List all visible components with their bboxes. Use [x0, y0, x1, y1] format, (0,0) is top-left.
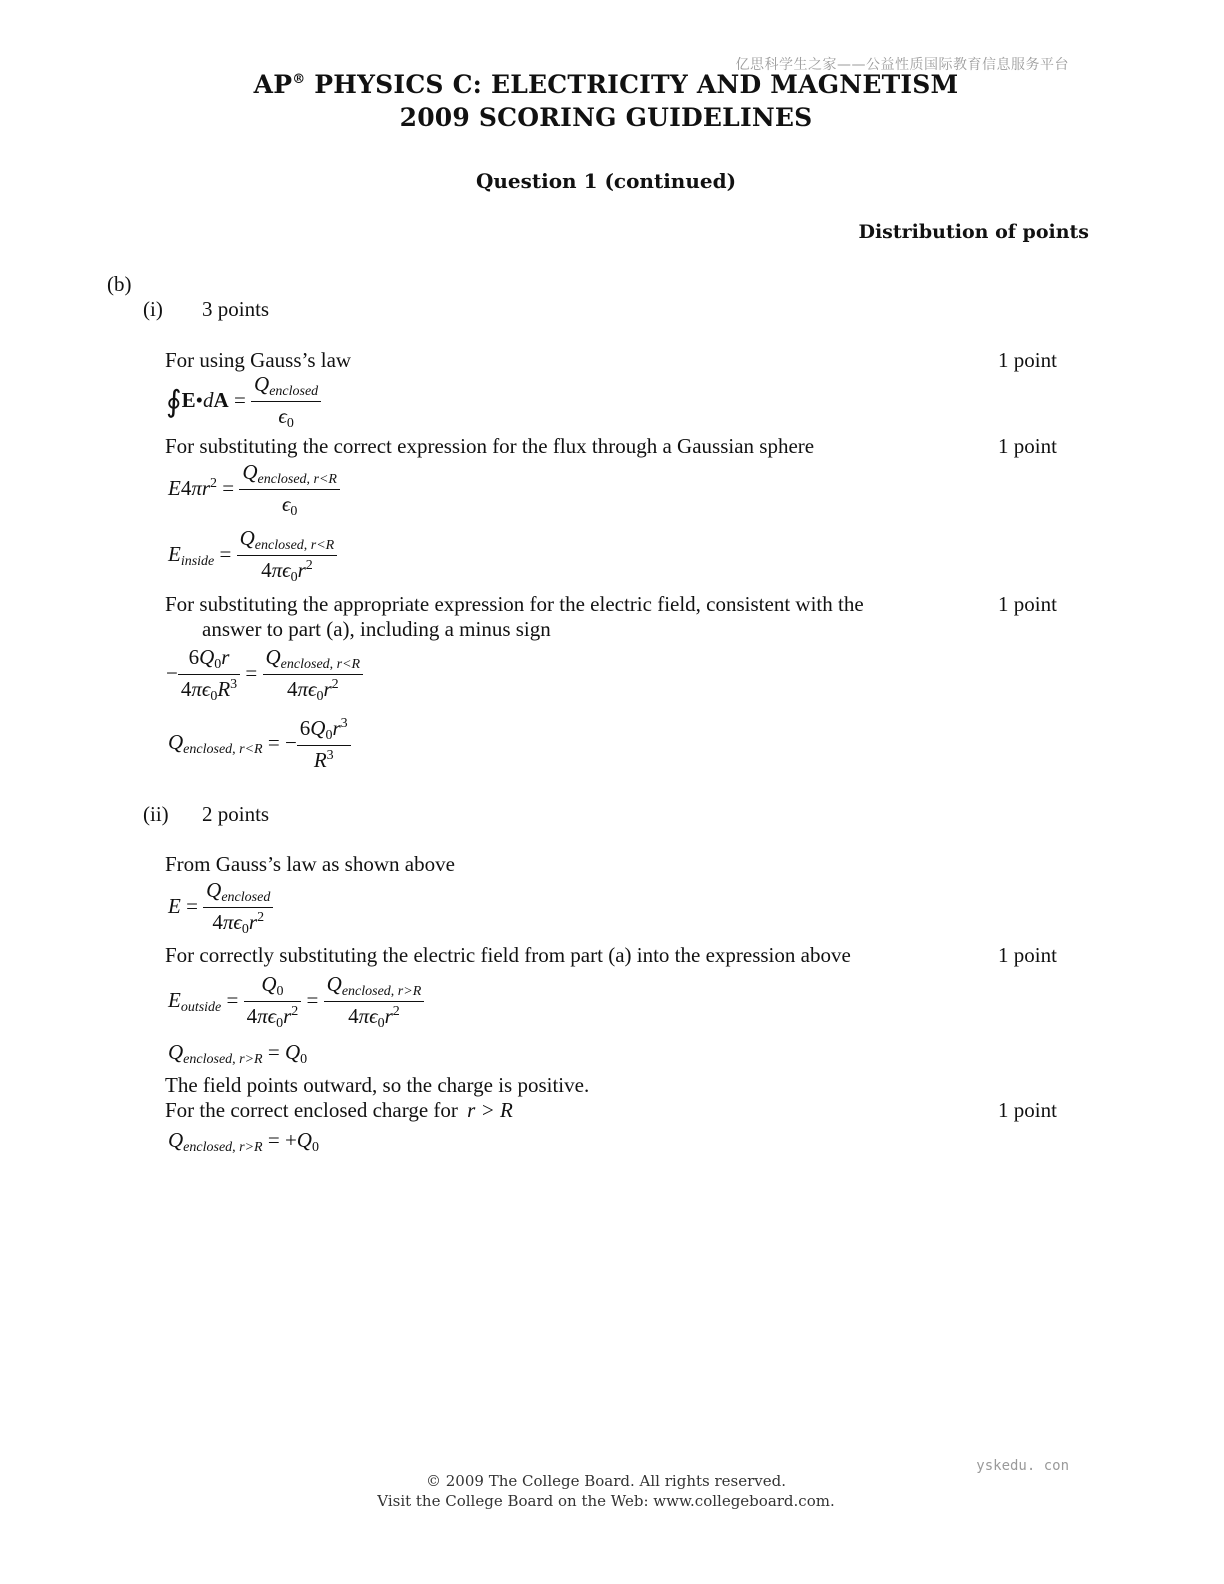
footer-website: Visit the College Board on the Web: www.collegeboard.com. [377, 1492, 835, 1510]
rubric-point: 1 point [998, 348, 1057, 372]
condition-math: r > R [467, 1098, 513, 1122]
page-subtitle: 2009 SCORING GUIDELINES [399, 103, 813, 132]
rubric-item-substitute-field: For correctly substituting the electric field from part (a) into the expression above [165, 943, 851, 967]
rubric-item-outward: The field points outward, so the charge is positive. [165, 1073, 590, 1097]
rubric-item-enclosed-charge [165, 1098, 513, 1123]
equation-q-final: $Q_{enclosed,}$ $_{r>R} = +Q_0$ [168, 1128, 319, 1155]
equation-gauss-law: ∮E•dA = $\frac{Q_{enclosed}}{\epsilon_0}$ [166, 372, 321, 432]
rubric-item-from-gauss: From Gauss’s law as shown above [165, 852, 455, 876]
part-b-label: (b) [107, 272, 132, 296]
rubric-item-enclosed-charge-text: For the correct enclosed charge for [165, 1098, 458, 1122]
part-b-ii-label: (ii) [143, 802, 169, 826]
rubric-item-field-cont: answer to part (a), including a minus sign [202, 617, 551, 641]
question-heading: Question 1 (continued) [475, 169, 737, 193]
equation-flux: $E4\pi r^2$ = $\frac{Q_{enclosed,} _{r<R}}{\epsilon_0}$ [168, 460, 340, 520]
rubric-point: 1 point [998, 1098, 1057, 1122]
page-title [0, 70, 1212, 99]
distribution-heading: Distribution of points [858, 221, 1089, 243]
equation-e-outside: $E_{outside}$ = $\frac{Q_0}{4\pi\epsilon_0r^2}$ = $\frac{Q_{enclosed,} _{r>R}}{4\pi\epsilon_0r^2}$ [168, 972, 424, 1032]
equation-q-outside: $Q_{enclosed,}$ $_{r>R} = Q_0$ [168, 1040, 308, 1067]
rubric-item-field: For substituting the appropriate expression for the electric field, consistent with the [165, 592, 864, 616]
part-b-i-label: (i) [143, 297, 163, 321]
title-rest: PHYSICS C: ELECTRICITY AND MAGNETISM [305, 70, 959, 99]
equation-q-enclosed-inside: $Q_{enclosed,}$ $_{r<R}$ = − $\frac{6Q_0r^3}{R^3}$ [168, 716, 351, 773]
rubric-point: 1 point [998, 434, 1057, 458]
rubric-point: 1 point [998, 943, 1057, 967]
footer-copyright: © 2009 The College Board. All rights reserved. [426, 1472, 786, 1490]
title-prefix: AP [253, 70, 293, 99]
equation-e-inside: $E_{inside}$ = $\frac{Q_{enclosed,} _{r<R}}{4\pi\epsilon_0r^2}$ [168, 526, 337, 586]
watermark-top: 亿思科学生之家——公益性质国际教育信息服务平台 [735, 57, 1069, 73]
equation-e-general: E = $\frac{Q_{enclosed}}{4\pi\epsilon_0r^2}$ [168, 878, 273, 938]
equation-field-substitution: − $\frac{6Q_0r}{4\pi\epsilon_0R^3}$ = $\frac{Q_{enclosed,} _{r<R}}{4\pi\epsilon_0r^2}$ [166, 645, 363, 705]
rubric-item-flux: For substituting the correct expression for the flux through a Gaussian sphere [165, 434, 815, 458]
rubric-point: 1 point [998, 592, 1057, 616]
rubric-item-gauss-law: For using Gauss’s law [165, 348, 352, 372]
watermark-bottom: yskedu. con [976, 1458, 1069, 1474]
part-b-ii-points: 2 points [202, 802, 270, 826]
registered-mark: ® [292, 72, 306, 87]
part-b-i-points: 3 points [202, 297, 270, 321]
